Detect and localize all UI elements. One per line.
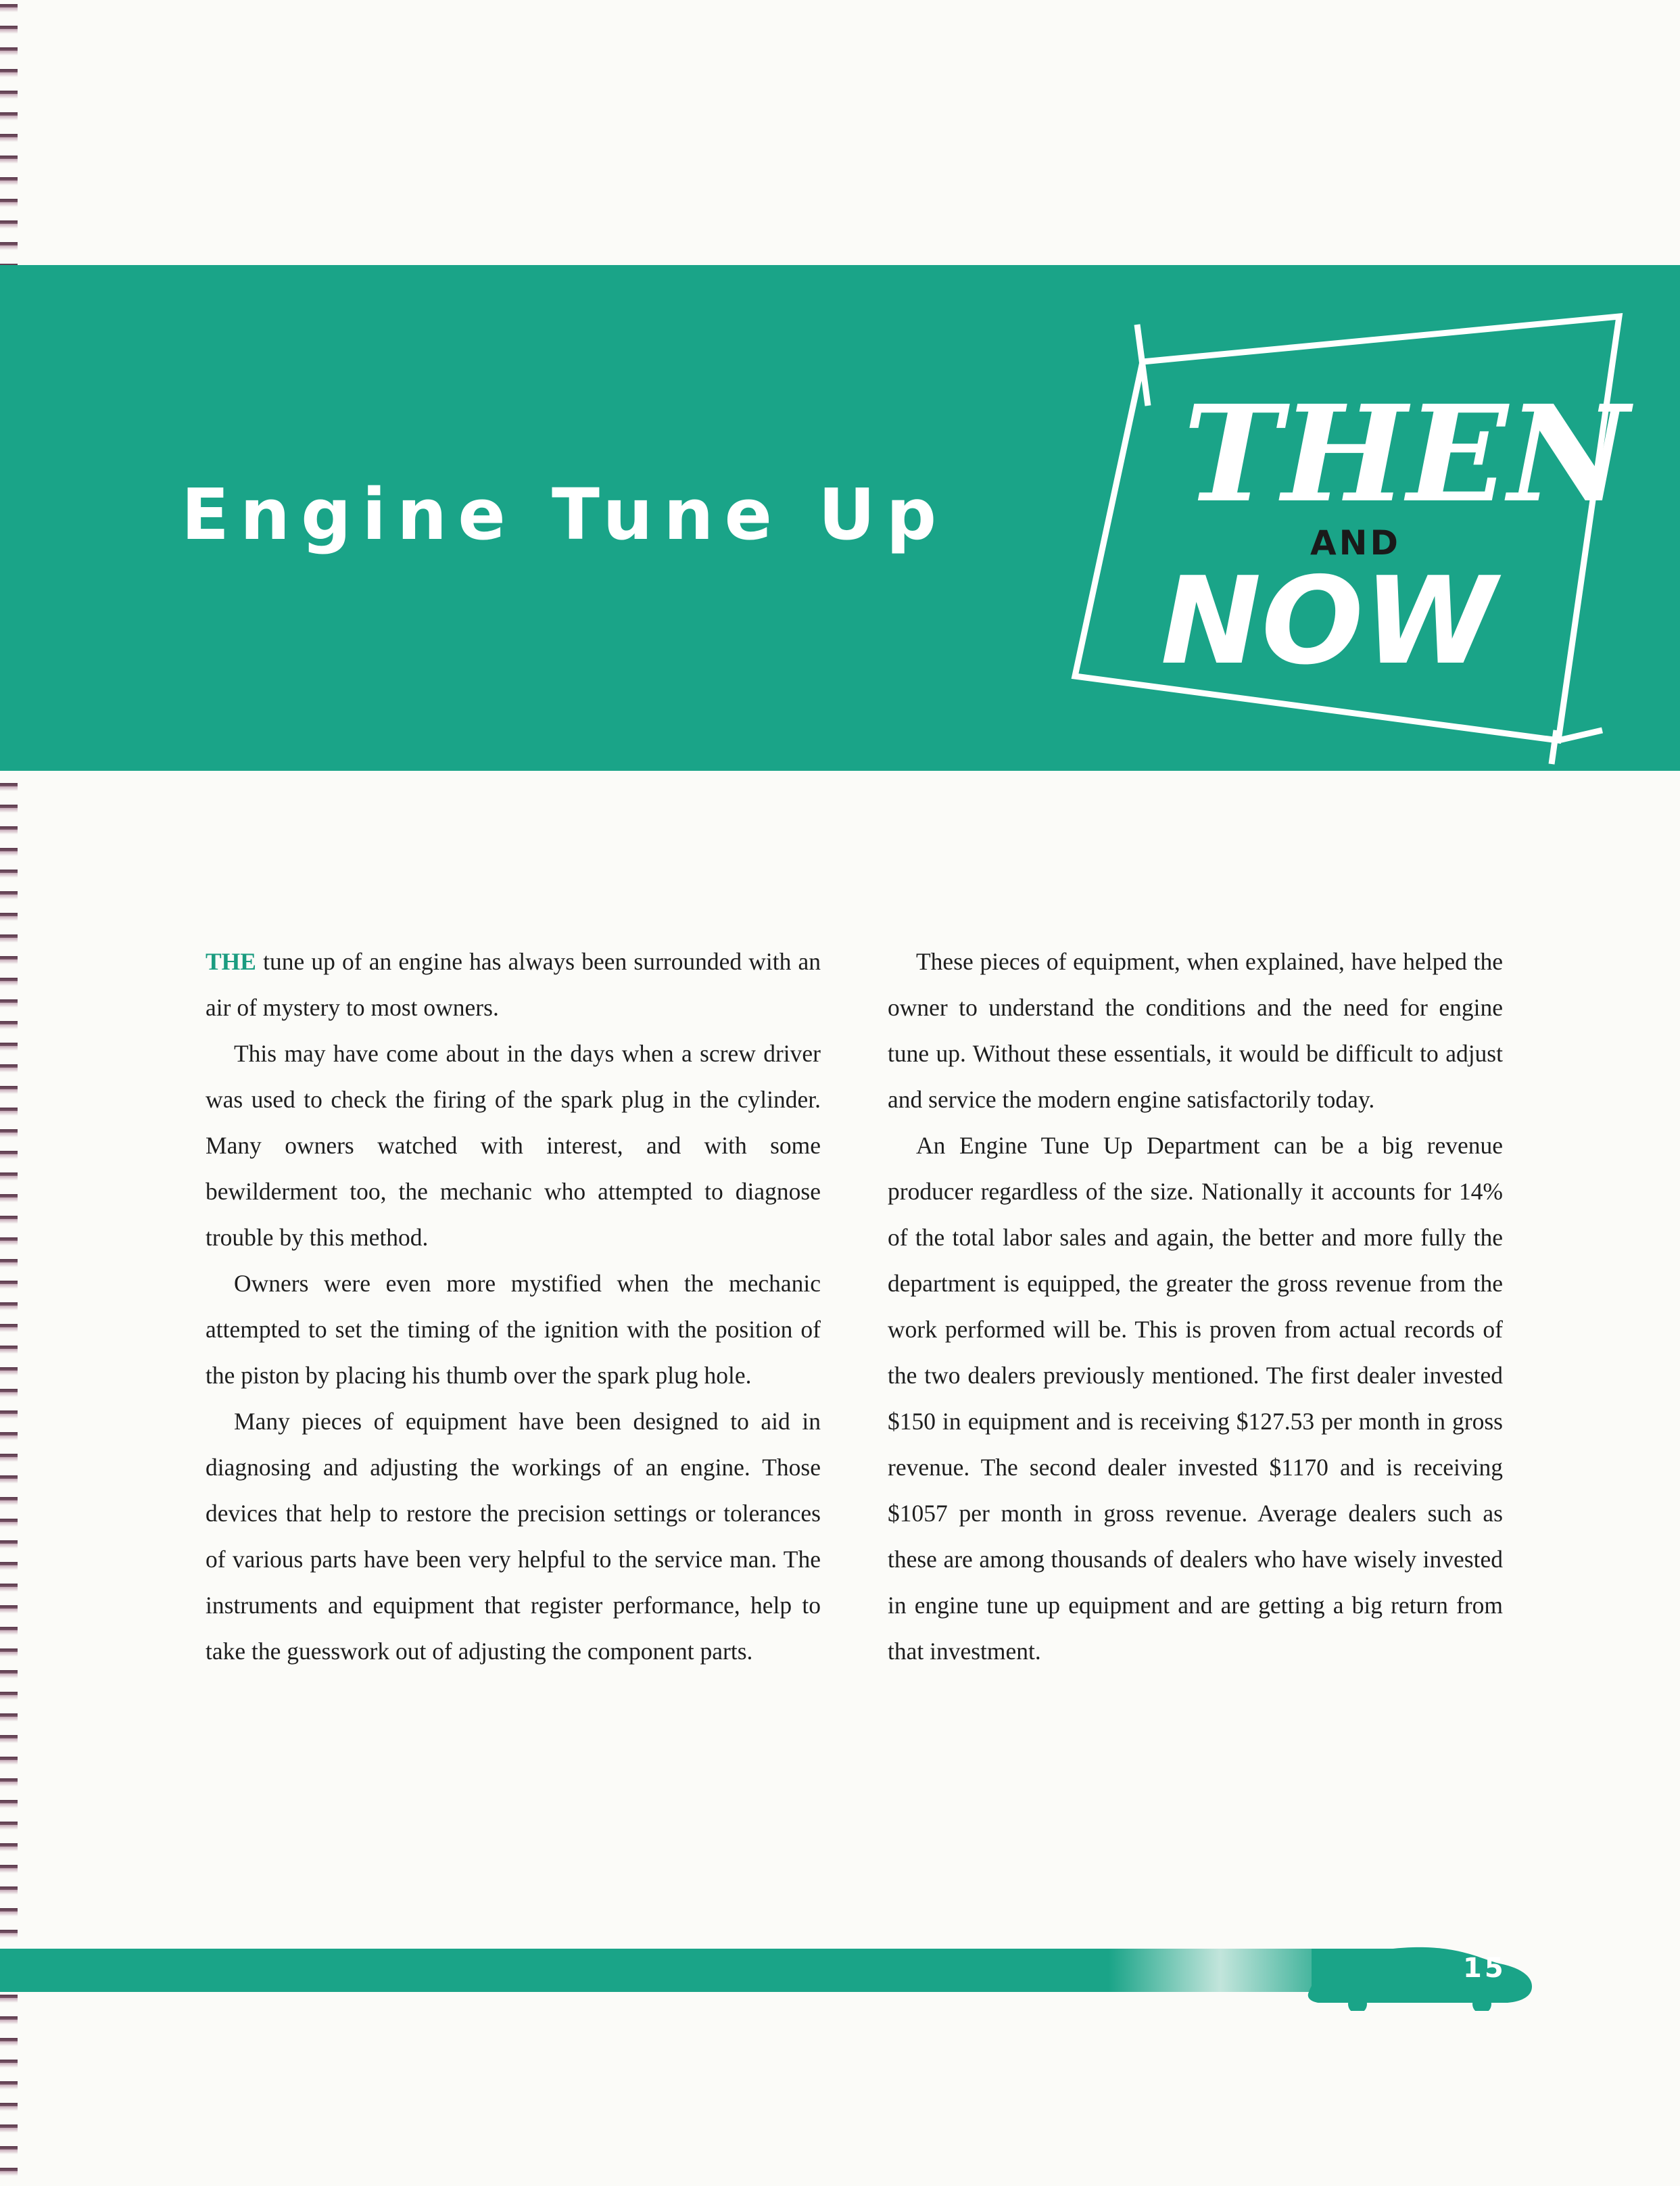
paragraph: This may have come about in the days when a screw driver was used to check the firing of the spark plug in the cylinder. Many owners watched with interest, and with some bewilderment too, the mechanic who attempted to diagnose trouble by this method. — [206, 1040, 821, 1251]
lead-word: THE — [206, 948, 256, 975]
paragraph: Owners were even more mystified when the mechanic attempted to set the timing of the ignition with the position of the piston by placing his thumb over the spark plug hole. — [206, 1270, 821, 1389]
paragraph: Many pieces of equipment have been designed to aid in diagnosing and adjusting the workings of an engine. Those devices that help to restore the precision settings or tolerances of various parts have been very helpful to the service man. The instruments and equipment that register performance, help to take the guesswork out of adjusting the component parts. — [206, 1408, 821, 1665]
then-and-now-logo — [1055, 298, 1636, 771]
right-column — [888, 938, 1503, 1674]
logo-and-text: AND — [1310, 523, 1401, 563]
left-column — [206, 938, 821, 1674]
page-title: Engine Tune Up — [181, 473, 948, 556]
footer-speed-streak — [1109, 1949, 1312, 1992]
paragraph-text: tune up of an engine has always been surrounded with an air of mystery to most owners. — [206, 948, 821, 1021]
paragraph: These pieces of equipment, when explained, have helped the owner to understand the conditions and the need for engine tune up. Without these essentials, it would be difficult to adjust and service the modern engine satisfactorily today. — [888, 948, 1503, 1113]
page-number: 15 — [1463, 1953, 1506, 1984]
paragraph — [206, 938, 821, 1030]
logo-now-text: NOW — [1160, 551, 1497, 691]
logo-frame-extension — [1558, 730, 1602, 740]
paragraph: An Engine Tune Up Department can be a big revenue producer regardless of the size. Nationally it accounts for 14% of the total labor sales and again, the better and more fully the department is equipped, the greater the gross revenue from the work performed will be. This is proven from actual records of the two dealers previously mentioned. The first dealer invested $150 in equipment and is receiving $127.53 per month in gross revenue. The second dealer invested $1170 and is receiving $1057 per month in gross revenue. Average dealers such as these are among thousands of dealers who have wisely invested in engine tune up equipment and are getting a big return from that investment. — [888, 1132, 1503, 1665]
logo-then-text: THEN — [1183, 377, 1629, 532]
logo-frame-extension — [1552, 730, 1556, 764]
